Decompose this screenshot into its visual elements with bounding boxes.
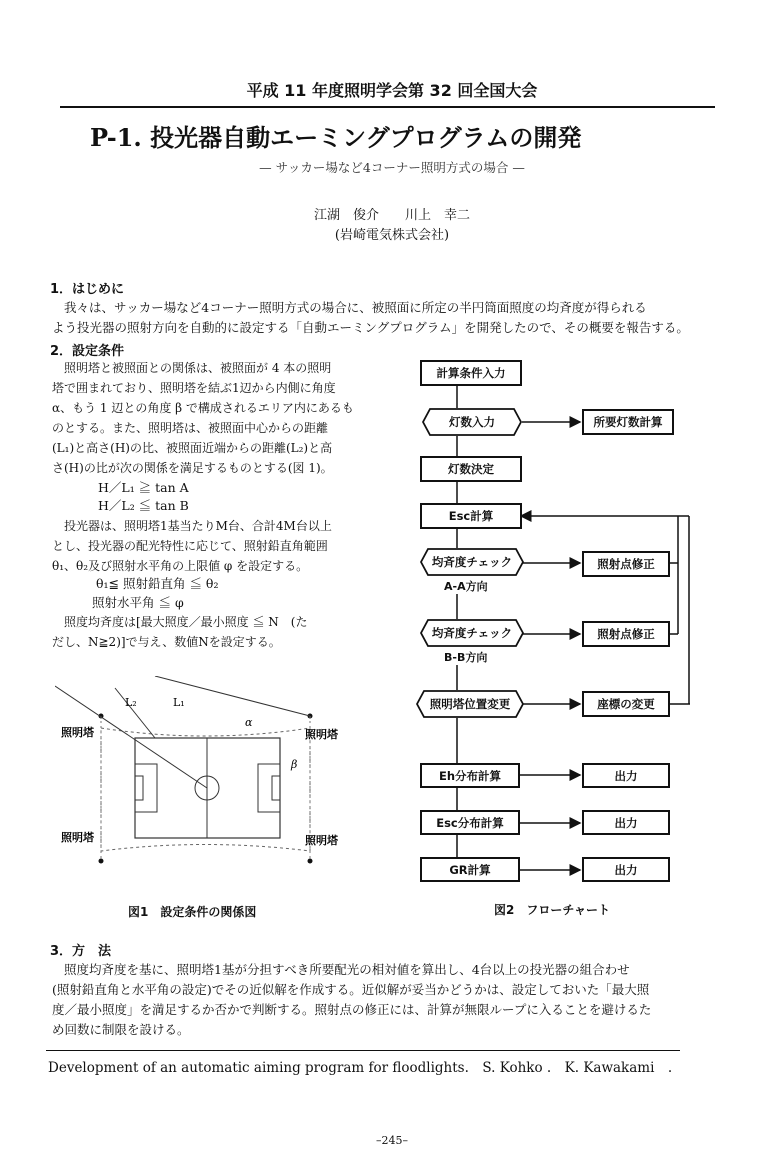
affiliation: (岩崎電気株式会社) [334, 228, 450, 243]
s2-line: のとする。また、照明塔は、被照面中心からの距離 [52, 421, 329, 435]
node-lamps-input: 灯数入力 [449, 415, 495, 429]
equation-3: θ₁≦ 照射鉛直角 ≦ θ₂ [96, 576, 219, 591]
conference-name: 平成 11 年度照明学会第 32 回全国大会 [246, 81, 538, 100]
tower-label-br: 照明塔 [305, 834, 338, 847]
tower-label-tl: 照明塔 [61, 726, 94, 739]
label-l1: L₁ [173, 696, 185, 709]
section3-line-2: (照射鉛直角と水平角の設定)でその近似解を作成する。近似解が妥当かどうかは、設定しておいた「最大照 [52, 982, 650, 997]
english-title: Development of an automatic aiming program for floodlights. S. Kohko . K. Kawakami . [48, 1060, 673, 1076]
node-output-1: 出力 [582, 763, 670, 788]
section3-heading: 3．方 法 [50, 944, 112, 959]
section3-line-1: 照度均斉度を基に、照明塔1基が分担すべき所要配光の相対値を算出し、4台以上の投光器の組合わせ [64, 962, 630, 977]
section2-heading: 2．設定条件 [50, 344, 125, 359]
page-number: –245– [376, 1134, 408, 1147]
node-coordinate-change: 座標の変更 [582, 691, 670, 717]
s2-line: さ(H)の比が次の関係を満足するものとする(図 1)。 [52, 461, 333, 475]
section1-heading: 1．はじめに [50, 282, 125, 297]
s2-line: 投光器は、照明塔1基当たりM台、合計4M台以上 [64, 519, 332, 533]
s2-line: (L₁)と高さ(H)の比、被照面近端からの距離(L₂)と高 [52, 441, 333, 455]
node-uniformity-a: 均斉度チェック [431, 555, 513, 569]
s2-line: だし、N≧2)]で与え、数値Nを設定する。 [52, 635, 281, 649]
goal-area-left [135, 776, 143, 800]
node-output-3: 出力 [582, 857, 670, 882]
node-uniformity-b-direction: B-B方向 [444, 651, 488, 664]
s2-line: 照度均斉度は[最大照度／最小照度 ≦ N (た [64, 615, 308, 629]
node-uniformity-a-direction: A-A方向 [444, 580, 488, 593]
node-output-2: 出力 [582, 810, 670, 835]
node-required-lamps: 所要灯数計算 [582, 409, 674, 435]
label-beta: β [291, 758, 298, 771]
equation-2: H／L₂ ≦ tan B [98, 498, 189, 513]
section2-paragraph-2 [52, 516, 394, 576]
penalty-area-left [135, 764, 157, 812]
s2-line: とし、投光器の配光特性に応じて、照射鉛直角範囲 [52, 539, 328, 553]
node-uniformity-b: 均斉度チェック [431, 626, 513, 640]
section3-line-3: 度／最小照度」を満足するか否かで判断する。照射点の修正には、計算が無限ループに入ることを避けるた [52, 1002, 652, 1017]
equation-4: 照射水平角 ≦ φ [92, 595, 184, 610]
section2-paragraph-1 [52, 358, 394, 478]
s2-line: θ₁、θ₂及び照射水平角の上限値 φ を設定する。 [52, 559, 309, 573]
illuminated-area-outline [101, 728, 310, 851]
equation-1: H／L₁ ≧ tan A [98, 480, 189, 495]
s2-line: 塔で囲まれており、照明塔を結ぶ1辺から内側に角度 [52, 381, 336, 395]
s2-line: 照明塔と被照面との関係は、被照面が 4 本の照明 [64, 361, 332, 375]
node-eh: Eh分布計算 [420, 763, 520, 788]
label-alpha: α [245, 716, 253, 729]
goal-area-right [272, 776, 280, 800]
header-rule [60, 106, 715, 108]
figure1-diagram [55, 676, 365, 876]
penalty-area-right [258, 764, 280, 812]
authors: 江湖 俊介 川上 幸二 [313, 208, 470, 223]
s2-line: α、もう 1 辺との角度 β で構成されるエリア内にあるも [52, 401, 354, 415]
paper-title: P-1. 投光器自動エーミングプログラムの開発 [90, 123, 582, 152]
node-tower-change: 照明塔位置変更 [429, 697, 511, 711]
node-esc-distribution: Esc分布計算 [420, 810, 520, 835]
node-lamps-fixed: 灯数決定 [420, 456, 522, 482]
tower-label-tr: 照明塔 [305, 728, 338, 741]
node-fix-a: 照射点修正 [582, 551, 670, 577]
figure2-caption: 図2 フローチャート [494, 903, 610, 917]
figure1-caption: 図1 設定条件の関係図 [128, 905, 257, 919]
node-input: 計算条件入力 [420, 360, 522, 386]
section1-line-2: よう投光器の照射方向を自動的に設定する「自動エーミングプログラム」を開発したので、その概要を報告する。 [52, 320, 689, 335]
node-fix-b: 照射点修正 [582, 621, 670, 647]
node-gr: GR計算 [420, 857, 520, 882]
paper-subtitle: — サッカー場など4コーナー照明方式の場合 — [259, 160, 525, 175]
node-esc: Esc計算 [420, 503, 522, 529]
section1-line-1: 我々は、サッカー場など4コーナー照明方式の場合に、被照面に所定の半円筒面照度の均斉度が得られる [64, 300, 647, 315]
section2-paragraph-3 [52, 612, 394, 652]
section3-line-4: め回数に制限を設ける。 [52, 1022, 190, 1037]
figure2-flowchart [400, 356, 690, 890]
footer-rule [46, 1050, 680, 1051]
tower-label-bl: 照明塔 [61, 831, 94, 844]
label-l2: L₂ [125, 696, 137, 709]
